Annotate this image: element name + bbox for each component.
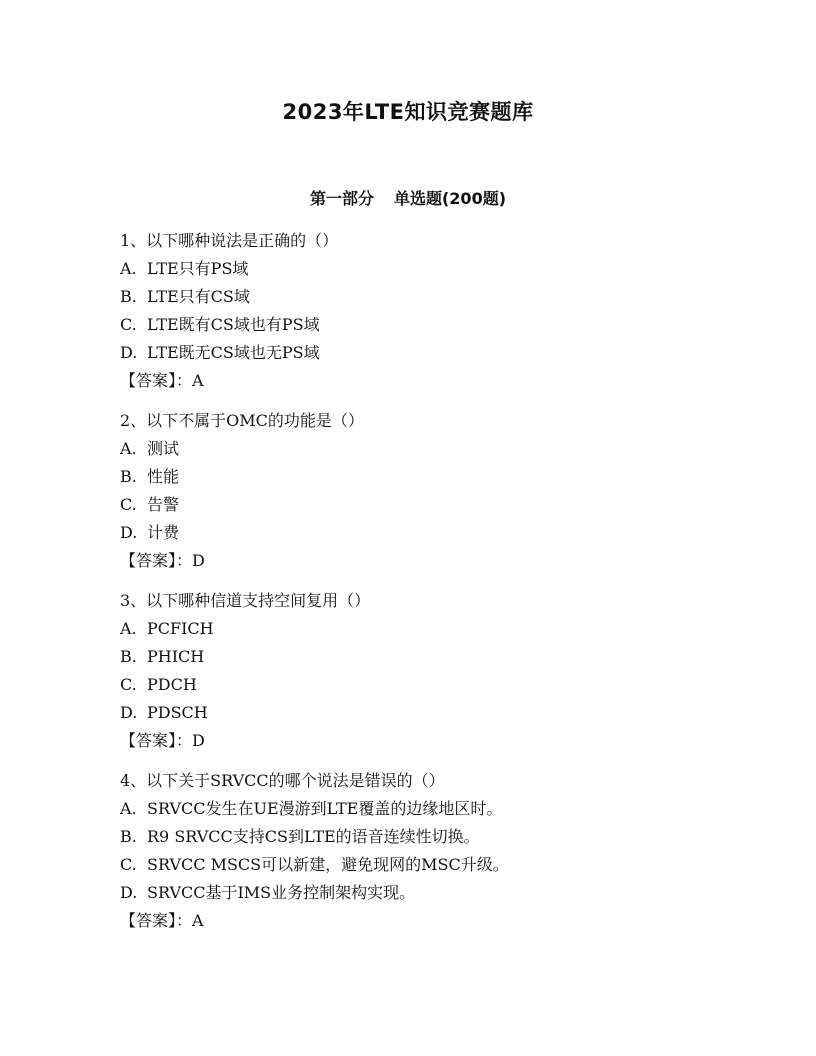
answer-label: 【答案】：: [120, 911, 193, 930]
option-text: 性能: [147, 467, 180, 486]
answer-value: D: [192, 551, 205, 570]
option-letter: D.: [120, 343, 138, 362]
option-letter: B.: [120, 287, 137, 306]
option-text: PDCH: [147, 675, 197, 694]
answer-line: [120, 367, 720, 395]
question-stem: 1、以下哪种说法是正确的（）: [120, 231, 339, 250]
question-2: [120, 407, 720, 575]
answer-label: 【答案】：: [120, 731, 193, 750]
option-a: [120, 435, 720, 463]
option-letter: C.: [120, 675, 137, 694]
option-text: SRVCC MSCS可以新建，避免现网的MSC升级。: [147, 855, 509, 874]
option-text: SRVCC发生在UE漫游到LTE覆盖的边缘地区时。: [147, 799, 503, 818]
option-text: 告警: [147, 495, 180, 514]
option-d: [120, 699, 720, 727]
option-text: 计费: [147, 523, 180, 542]
option-letter: B.: [120, 467, 137, 486]
option-b: [120, 823, 720, 851]
question-stem: 4、以下关于SRVCC的哪个说法是错误的（）: [120, 771, 445, 790]
option-text: PHICH: [147, 647, 205, 666]
answer-line: [120, 547, 720, 575]
option-text: LTE只有CS域: [147, 287, 250, 306]
document-title: 2023年LTE知识竞赛题库: [282, 100, 534, 124]
option-text: SRVCC基于IMS业务控制架构实现。: [147, 883, 416, 902]
option-letter: C.: [120, 495, 137, 514]
section-type: 单选题(200题): [393, 189, 507, 208]
option-a: [120, 795, 720, 823]
option-text: PDSCH: [147, 703, 208, 722]
option-d: [120, 339, 720, 367]
option-text: PCFICH: [147, 619, 214, 638]
answer-line: [120, 907, 720, 935]
option-b: [120, 463, 720, 491]
option-a: [120, 615, 720, 643]
section-part: 第一部分: [309, 189, 374, 208]
option-letter: A.: [120, 799, 137, 818]
option-text: LTE只有PS域: [147, 259, 249, 278]
option-letter: A.: [120, 619, 137, 638]
option-b: [120, 283, 720, 311]
option-letter: B.: [120, 647, 137, 666]
option-b: [120, 643, 720, 671]
question-list: [120, 227, 720, 947]
option-c: [120, 851, 720, 879]
option-c: [120, 491, 720, 519]
option-text: LTE既无CS域也无PS域: [147, 343, 320, 362]
option-d: [120, 879, 720, 907]
option-letter: C.: [120, 855, 137, 874]
option-letter: B.: [120, 827, 137, 846]
question-1: [120, 227, 720, 395]
option-letter: A.: [120, 259, 137, 278]
option-text: LTE既有CS域也有PS域: [147, 315, 320, 334]
option-letter: D.: [120, 883, 138, 902]
answer-line: [120, 727, 720, 755]
section-heading: [0, 187, 816, 211]
answer-label: 【答案】：: [120, 371, 193, 390]
answer-value: A: [192, 911, 204, 930]
option-letter: D.: [120, 523, 138, 542]
question-3: [120, 587, 720, 755]
question-4: [120, 767, 720, 935]
option-d: [120, 519, 720, 547]
question-stem: 2、以下不属于OMC的功能是（）: [120, 411, 364, 430]
answer-value: D: [192, 731, 205, 750]
question-stem: 3、以下哪种信道支持空间复用（）: [120, 591, 371, 610]
answer-value: A: [192, 371, 204, 390]
option-text: 测试: [147, 439, 180, 458]
option-text: R9 SRVCC支持CS到LTE的语音连续性切换。: [147, 827, 480, 846]
option-letter: D.: [120, 703, 138, 722]
answer-label: 【答案】：: [120, 551, 193, 570]
option-a: [120, 255, 720, 283]
option-letter: A.: [120, 439, 137, 458]
option-letter: C.: [120, 315, 137, 334]
option-c: [120, 311, 720, 339]
option-c: [120, 671, 720, 699]
